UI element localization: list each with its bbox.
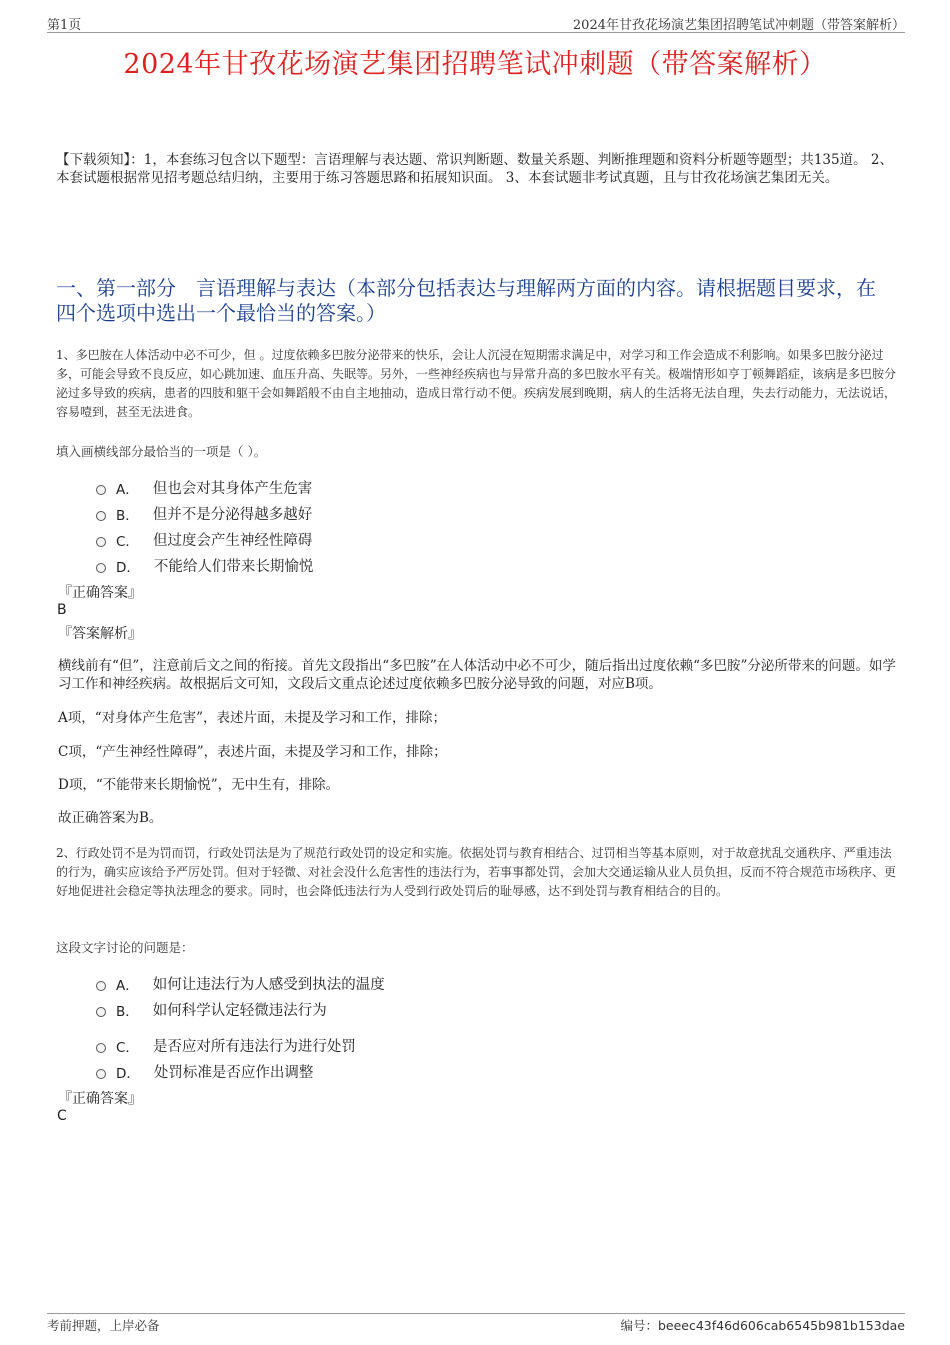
footer-code: 编号：beeec43f46d606cab6545b981b153dae <box>620 1318 905 1333</box>
q1-explanation-d: D项，“不能带来长期愉悦”，无中生有，排除。 <box>58 777 340 793</box>
radio-icon[interactable] <box>96 1069 106 1079</box>
q2-answer: C <box>57 1108 67 1124</box>
radio-icon[interactable] <box>96 981 106 991</box>
page-footer <box>47 1313 905 1336</box>
question-2-text: 2、行政处罚不是为罚而罚，行政处罚法是为了规范行政处罚的设定和实施。依据处罚与教育相结合、过罚相当等基本原则，对于故意扰乱交通秩序、严重违法的行为，确实应该给予严厉处罚。但对于轻微、对社会没什么危害性的违法行为，若事事都处罚，会加大交通运输从业人员负担，反而不符合规范市场秩序、更好地促进社会稳定等执法理念的要求。同时，也会降低违法行为人受到行政处罚后的耻辱感，达不到处罚与教育相结合的目的。 <box>56 846 897 898</box>
footer-slogan: 考前押题，上岸必备 <box>47 1318 160 1333</box>
question-2-prompt: 这段文字讨论的问题是： <box>56 940 194 955</box>
q2-option-c[interactable]: C． 是否应对所有违法行为进行处罚 <box>96 1035 356 1056</box>
q1-explanation-c: C项，“产生神经性障碍”，表述片面，未提及学习和工作，排除； <box>58 744 447 760</box>
radio-icon[interactable] <box>96 511 106 521</box>
q2-option-a[interactable]: A． 如何让违法行为人感受到执法的温度 <box>96 973 385 994</box>
q1-option-d[interactable]: D． 不能给人们带来长期愉悦 <box>96 555 313 576</box>
radio-icon[interactable] <box>96 563 106 573</box>
section-heading: 一、第一部分 言语理解与表达（本部分包括表达与理解两方面的内容。请根据题目要求，在四个选项中选出一个最恰当的答案。） <box>56 276 876 325</box>
q1-option-a[interactable]: A． 但也会对其身体产生危害 <box>96 477 312 498</box>
q1-explain-tag: 『答案解析』 <box>58 626 142 642</box>
q1-answer: B <box>57 602 67 618</box>
header-doc-title: 2024年甘孜花场演艺集团招聘笔试冲刺题（带答案解析） <box>572 18 905 33</box>
q1-option-b[interactable]: B． 但并不是分泌得越多越好 <box>96 503 312 524</box>
q1-option-c[interactable]: C． 但过度会产生神经性障碍 <box>96 529 312 550</box>
q1-answer-tag: 『正确答案』 <box>58 585 142 601</box>
q1-explanation-conclusion: 故正确答案为B。 <box>58 810 163 826</box>
q1-explanation-main: 横线前有“但”，注意前后文之间的衔接。首先文段指出“多巴胺”在人体活动中必不可少，随后指出过度依赖“多巴胺”分泌所带来的问题。如学习工作和神经疾病。故根据后文可知，文段后文重点论述过度依赖多巴胺分泌导致的问题，对应B项。 <box>58 658 896 692</box>
download-notice: 【下载须知】：1，本套练习包含以下题型：言语理解与表达题、常识判断题、数量关系题、判断推理题和资料分析题等题型；共135道。 2、本套试题根据常见招考题总结归纳，主要用于练习答题思路和拓展知识面。 3、本套试题非考试真题，且与甘孜花场演艺集团无关。 <box>56 152 893 186</box>
page-number: 第1页 <box>47 18 82 33</box>
q2-option-b[interactable]: B． 如何科学认定轻微违法行为 <box>96 999 327 1020</box>
q2-option-d[interactable]: D． 处罚标准是否应作出调整 <box>96 1061 313 1082</box>
q1-explanation-a: A项，“对身体产生危害”，表述片面，未提及学习和工作，排除； <box>58 710 447 726</box>
radio-icon[interactable] <box>96 1043 106 1053</box>
page-header <box>47 12 905 33</box>
question-1-text: 1、多巴胺在人体活动中必不可少，但 。过度依赖多巴胺分泌带来的快乐，会让人沉浸在短期需求满足中，对学习和工作会造成不利影响。如果多巴胺分泌过多，可能会导致不良反应，如心跳加速、血压升高、失眠等。另外，一些神经疾病也与异常升高的多巴胺水平有关。极端情形如亨丁顿舞蹈症，该病是多巴胺分泌过多导致的疾病，患者的四肢和躯干会如舞蹈般不由自主地抽动，造成日常行动不便。疾病发展到晚期，病人的生活将无法自理，失去行动能力，无法说话，容易噎到，甚至无法进食。 <box>56 348 897 419</box>
radio-icon[interactable] <box>96 1007 106 1017</box>
radio-icon[interactable] <box>96 485 106 495</box>
q2-answer-tag: 『正确答案』 <box>58 1091 142 1107</box>
document-title: 2024年甘孜花场演艺集团招聘笔试冲刺题（带答案解析） <box>123 49 827 80</box>
radio-icon[interactable] <box>96 537 106 547</box>
question-1-prompt: 填入画横线部分最恰当的一项是（ ）。 <box>56 444 267 459</box>
